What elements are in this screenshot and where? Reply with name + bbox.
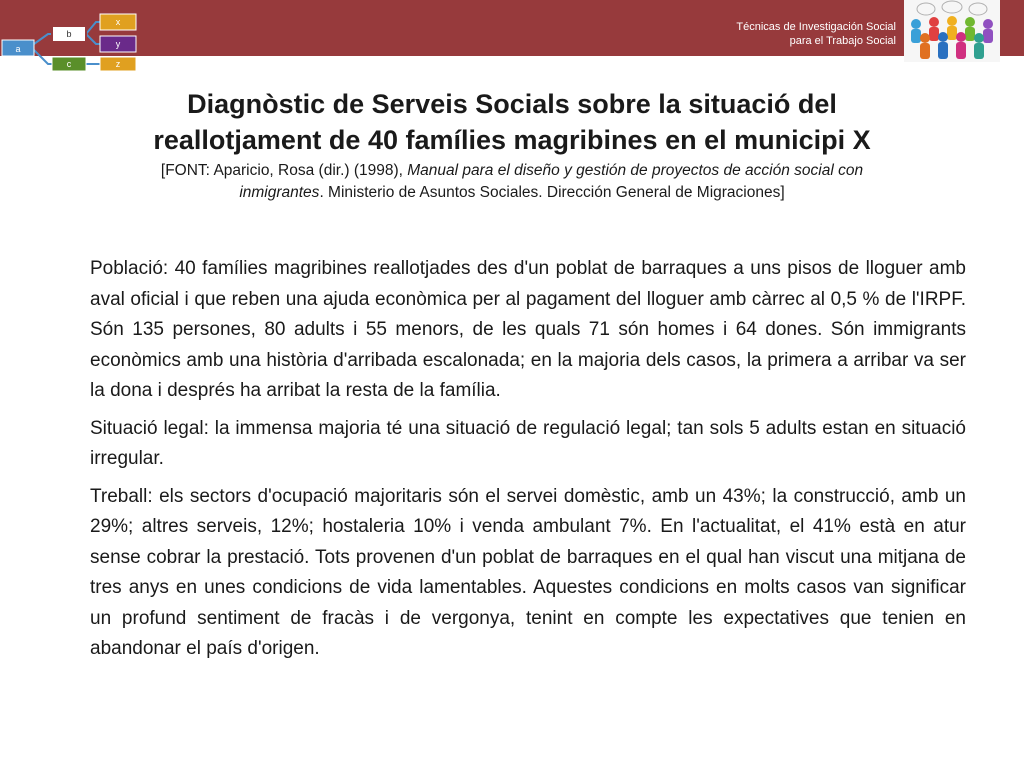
header-line-1: Técnicas de Investigación Social bbox=[736, 21, 896, 33]
source-citation bbox=[40, 160, 984, 204]
diagram-node-b bbox=[52, 26, 86, 42]
diagram-node-z bbox=[100, 57, 136, 71]
diagram-node-z-label: z bbox=[115, 59, 121, 69]
diagram-node-x-label: x bbox=[115, 17, 121, 27]
diagram-node-b-label: b bbox=[66, 29, 72, 39]
diagram-node-x bbox=[100, 14, 136, 30]
source-italic-1: Manual para el diseño y gestión de proyectos de acción social con bbox=[407, 162, 864, 179]
diagram-node-c bbox=[52, 57, 86, 71]
diagram-node-c-label: c bbox=[66, 59, 72, 69]
paragraph-situacio-legal: Situació legal: la immensa majoria té una situació de regulació legal; tan sols 5 adults estan en situació irregular. bbox=[90, 417, 966, 469]
slide-title bbox=[40, 86, 984, 158]
source-prefix: [FONT: Aparicio, Rosa (dir.) (1998), bbox=[160, 162, 408, 179]
people-group-icon bbox=[904, 0, 1000, 62]
header-line-2: para el Trabajo Social bbox=[789, 35, 896, 47]
tree-diagram-logo bbox=[0, 0, 150, 75]
diagram-node-a bbox=[2, 40, 34, 56]
slide-title-block bbox=[40, 86, 984, 204]
source-italic-2: inmigrantes bbox=[239, 184, 320, 201]
diagram-node-y bbox=[100, 36, 136, 52]
header-caption bbox=[576, 20, 896, 48]
source-suffix: . Ministerio de Asuntos Sociales. Dirección General de Migraciones] bbox=[319, 184, 785, 201]
paragraph-poblacio: Població: 40 famílies magribines reallotjades des d'un poblat de barraques a uns pisos de lloguer amb aval oficial i que reben una ajuda econòmica per al pagament del lloguer amb càrrec al 0,5 % de l'IRPF. Són 135 persones, 80 adults i 55 menors, de les quals 71 són homes i 64 dones. Són immigrants econòmics amb una història d'arribada escalonada; en la majoria dels casos, la primera a arribar va ser la dona i després ha arribat la resta de la família. bbox=[90, 258, 966, 401]
title-line-1: Diagnòstic de Serveis Socials sobre la situació del bbox=[187, 89, 837, 119]
slide-body bbox=[90, 254, 966, 672]
diagram-node-y-label: y bbox=[115, 39, 121, 49]
paragraph-treball: Treball: els sectors d'ocupació majoritaris són el servei domèstic, amb un 43%; la construcció, amb un 29%; altres serveis, 12%; hostaleria 10% i venda ambulant 7%. En l'actualitat, el 41% està en atur sense cobrar la prestació. Tots provenen d'un poblat de barraques en el qual han viscut una mitjana de tres anys en unes condicions de vida lamentables. Aquestes condicions en molts casos van significar un profund sentiment de fracàs i de vergonya, tenint en compte les expectatives que tenien en abandonar el país d'origen. bbox=[90, 485, 966, 659]
diagram-node-a-label: a bbox=[15, 44, 21, 54]
title-line-2: reallotjament de 40 famílies magribines en el municipi X bbox=[153, 125, 871, 155]
